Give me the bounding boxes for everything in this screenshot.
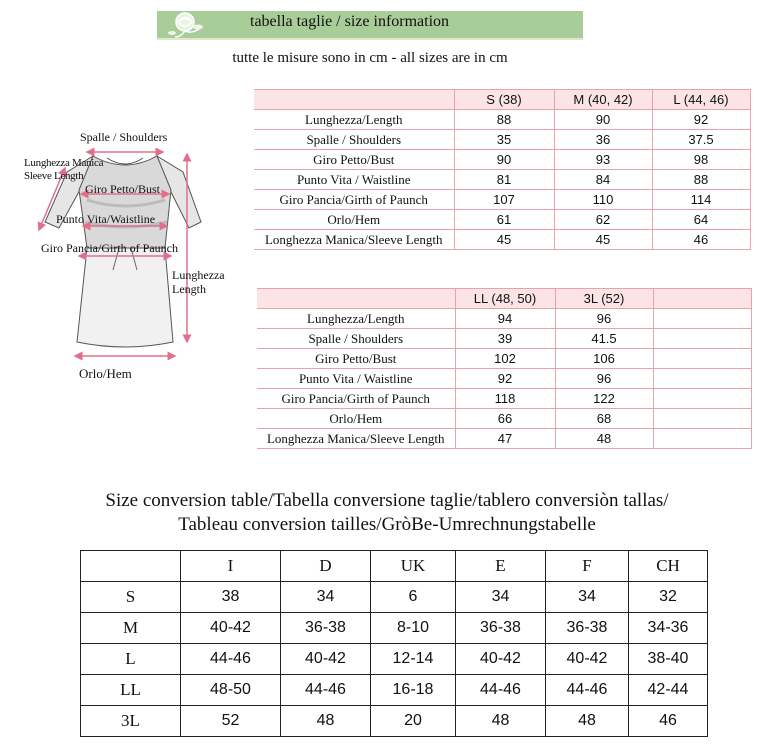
diagram-label-length-2: Length <box>172 282 206 296</box>
cell: 66 <box>455 409 555 429</box>
conversion-title-line1: Size conversion table/Tabella conversione taglie/tablero conversiòn tallas/ <box>105 490 669 511</box>
row-label: Punto Vita / Waistline <box>254 170 454 190</box>
cell: 6 <box>371 582 456 613</box>
cell: 62 <box>554 210 652 230</box>
size-label: 3L <box>81 706 181 737</box>
table-row <box>81 582 708 613</box>
row-label: Giro Pancia/Girth of Paunch <box>257 389 455 409</box>
conversion-title-line2: Tableau conversion tailles/GròBe-Umrechnungstabelle <box>178 514 596 535</box>
cell <box>653 429 751 449</box>
column-header: CH <box>629 551 708 582</box>
cell: 34 <box>281 582 371 613</box>
cell <box>653 309 751 329</box>
row-label: Punto Vita / Waistline <box>257 369 455 389</box>
cell: 96 <box>555 309 653 329</box>
row-label: Longhezza Manica/Sleeve Length <box>254 230 454 250</box>
cell: 48 <box>281 706 371 737</box>
size-label: S <box>81 582 181 613</box>
cell <box>653 389 751 409</box>
row-label: Giro Petto/Bust <box>254 150 454 170</box>
diagram-label-shoulders: Spalle / Shoulders <box>80 130 168 144</box>
cell: 44-46 <box>546 675 629 706</box>
cell: 93 <box>554 150 652 170</box>
table-row <box>254 150 750 170</box>
cell: 36-38 <box>281 613 371 644</box>
cell: 110 <box>554 190 652 210</box>
table-row <box>257 409 751 429</box>
column-header <box>81 551 181 582</box>
cell: 98 <box>652 150 750 170</box>
size-label: LL <box>81 675 181 706</box>
header-blank-cell <box>254 90 454 110</box>
cell: 64 <box>652 210 750 230</box>
cell: 88 <box>652 170 750 190</box>
units-note: tutte le misure sono in cm - all sizes are in cm <box>232 50 508 66</box>
diagram-label-bust: Giro Petto/Bust <box>85 182 161 196</box>
rose-icon <box>163 9 209 41</box>
column-header: F <box>546 551 629 582</box>
table-row <box>254 130 750 150</box>
diagram-label-sleeve-1: Lunghezza Manica <box>24 157 104 169</box>
diagram-label-waist: Punto Vita/Waistline <box>56 212 156 226</box>
cell: 92 <box>455 369 555 389</box>
row-label: Orlo/Hem <box>254 210 454 230</box>
conversion-header-row <box>81 551 708 582</box>
cell: 44-46 <box>281 675 371 706</box>
cell: 38 <box>181 582 281 613</box>
size-header: M (40, 42) <box>554 90 652 110</box>
size-label: L <box>81 644 181 675</box>
table-row <box>254 230 750 250</box>
measurement-table-1 <box>254 89 751 250</box>
cell: 40-42 <box>281 644 371 675</box>
cell: 81 <box>454 170 554 190</box>
table-row <box>257 349 751 369</box>
row-label: Giro Petto/Bust <box>257 349 455 369</box>
cell: 45 <box>454 230 554 250</box>
size-header: LL (48, 50) <box>455 289 555 309</box>
table-header-row <box>254 90 750 110</box>
cell <box>653 349 751 369</box>
cell: 8-10 <box>371 613 456 644</box>
cell: 36 <box>554 130 652 150</box>
row-label: Spalle / Shoulders <box>257 329 455 349</box>
column-header: UK <box>371 551 456 582</box>
column-header: I <box>181 551 281 582</box>
cell: 47 <box>455 429 555 449</box>
table-row <box>257 329 751 349</box>
table-row <box>254 110 750 130</box>
diagram-label-hem: Orlo/Hem <box>79 366 132 381</box>
measurement-table-2 <box>257 288 752 449</box>
table-row <box>257 369 751 389</box>
size-header: S (38) <box>454 90 554 110</box>
dress-diagram <box>15 130 245 390</box>
table-row <box>81 613 708 644</box>
cell: 48 <box>456 706 546 737</box>
column-header: D <box>281 551 371 582</box>
size-label: M <box>81 613 181 644</box>
cell: 107 <box>454 190 554 210</box>
diagram-label-sleeve-2: Sleeve Length <box>24 170 84 182</box>
size-header <box>653 289 751 309</box>
table-header-row <box>257 289 751 309</box>
cell: 118 <box>455 389 555 409</box>
cell: 40-42 <box>181 613 281 644</box>
cell: 90 <box>454 150 554 170</box>
page-title: tabella taglie / size information <box>250 13 450 30</box>
cell: 44-46 <box>181 644 281 675</box>
table-row <box>81 706 708 737</box>
cell: 40-42 <box>456 644 546 675</box>
cell: 106 <box>555 349 653 369</box>
row-label: Lunghezza/Length <box>257 309 455 329</box>
cell: 96 <box>555 369 653 389</box>
cell: 102 <box>455 349 555 369</box>
size-header: 3L (52) <box>555 289 653 309</box>
cell: 36-38 <box>456 613 546 644</box>
table-row <box>254 170 750 190</box>
cell: 38-40 <box>629 644 708 675</box>
cell: 88 <box>454 110 554 130</box>
row-label: Spalle / Shoulders <box>254 130 454 150</box>
cell: 36-38 <box>546 613 629 644</box>
cell: 92 <box>652 110 750 130</box>
diagram-label-paunch: Giro Pancia/Girth of Paunch <box>41 241 178 255</box>
cell: 46 <box>629 706 708 737</box>
table-row <box>254 210 750 230</box>
cell: 40-42 <box>546 644 629 675</box>
cell <box>653 369 751 389</box>
cell: 52 <box>181 706 281 737</box>
cell: 44-46 <box>456 675 546 706</box>
cell: 37.5 <box>652 130 750 150</box>
row-label: Orlo/Hem <box>257 409 455 429</box>
cell <box>653 409 751 429</box>
cell <box>653 329 751 349</box>
cell: 32 <box>629 582 708 613</box>
cell: 16-18 <box>371 675 456 706</box>
table-row <box>257 309 751 329</box>
table-row <box>254 190 750 210</box>
cell: 94 <box>455 309 555 329</box>
cell: 41.5 <box>555 329 653 349</box>
cell: 46 <box>652 230 750 250</box>
conversion-table <box>80 550 708 737</box>
cell: 39 <box>455 329 555 349</box>
cell: 34-36 <box>629 613 708 644</box>
size-header: L (44, 46) <box>652 90 750 110</box>
cell: 35 <box>454 130 554 150</box>
cell: 122 <box>555 389 653 409</box>
cell: 61 <box>454 210 554 230</box>
row-label: Lunghezza/Length <box>254 110 454 130</box>
table-row <box>81 675 708 706</box>
cell: 90 <box>554 110 652 130</box>
cell: 34 <box>456 582 546 613</box>
cell: 48 <box>546 706 629 737</box>
cell: 45 <box>554 230 652 250</box>
cell: 68 <box>555 409 653 429</box>
cell: 84 <box>554 170 652 190</box>
cell: 42-44 <box>629 675 708 706</box>
cell: 114 <box>652 190 750 210</box>
table-row <box>81 644 708 675</box>
diagram-label-length-1: Lunghezza <box>172 268 225 282</box>
header-blank-cell <box>257 289 455 309</box>
cell: 34 <box>546 582 629 613</box>
table-row <box>257 389 751 409</box>
row-label: Longhezza Manica/Sleeve Length <box>257 429 455 449</box>
table-row <box>257 429 751 449</box>
cell: 20 <box>371 706 456 737</box>
column-header: E <box>456 551 546 582</box>
row-label: Giro Pancia/Girth of Paunch <box>254 190 454 210</box>
cell: 12-14 <box>371 644 456 675</box>
cell: 48-50 <box>181 675 281 706</box>
cell: 48 <box>555 429 653 449</box>
